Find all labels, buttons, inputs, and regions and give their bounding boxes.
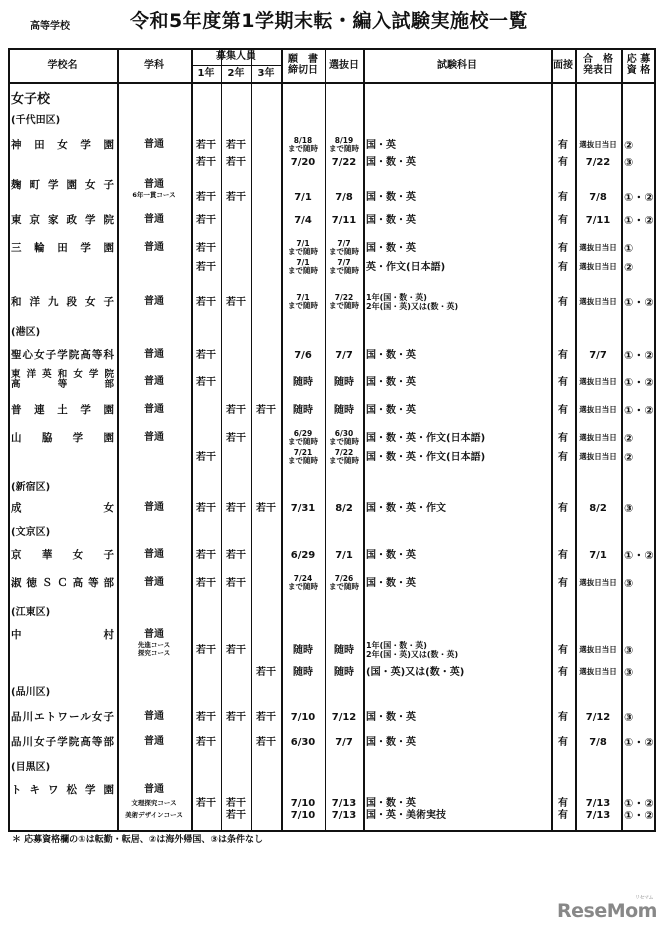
table-row [0,501,668,515]
cell-subjects: 国・数・英 [366,711,416,723]
cell-interview: 有 [558,376,568,388]
table-row [0,155,668,169]
table-row [0,735,668,749]
cell-y2: 若干 [226,139,246,151]
cell-announce: 7/11 [585,214,611,226]
cell-selection: 7/12 [331,711,357,723]
cell-y1: 若干 [196,214,216,226]
school-name: 麹町学園女子 [11,179,114,191]
cell-y2: 若干 [226,156,246,168]
cell-interview: 有 [558,214,568,226]
department [117,736,191,748]
col-header-deadline: 願 書 締切日 [288,54,318,76]
table-row [0,710,668,724]
cell-selection: 7/8 [335,191,353,203]
cell-announce: 7/8 [589,736,607,748]
department-name: 普通 [144,404,164,415]
table-row [0,295,668,309]
school-name: 品川女子学院高等部 [11,736,114,748]
department [117,549,191,561]
cell-selection: 7/7 [335,349,353,361]
department-name: 普通 [144,502,164,513]
cell-deadline: 6/29 まで随時 [288,429,318,446]
cell-eligibility: ①・② [624,348,654,362]
cell-selection: 7/7 [335,736,353,748]
department-name: 普通 [144,784,164,795]
table-row [0,783,668,797]
cell-subjects: 国・数・英 [366,214,416,226]
cell-interview: 有 [558,736,568,748]
department [117,376,191,388]
cell-eligibility: ③ [624,710,634,724]
cell-deadline: 7/31 [290,502,316,514]
cell-subjects: 国・数・英 [366,736,416,748]
school-name: 東京家政学院 [11,214,114,226]
cell-eligibility: ③ [624,155,634,169]
cell-y1: 若干 [196,549,216,561]
cell-eligibility: ①・② [624,735,654,749]
col-header-school: 学校名 [47,59,78,71]
ward-section [0,478,668,492]
cell-y3: 若干 [256,404,276,416]
col-header-year1: 1年 [197,68,215,79]
cell-announce: 選抜日当日 [579,645,617,654]
cell-selection: 7/22 まで随時 [329,293,359,310]
cell-selection: 7/13 [331,797,357,809]
cell-y1: 若干 [196,139,216,151]
cell-eligibility: ② [624,450,634,464]
table-row [0,665,668,679]
department [117,242,191,254]
cell-announce: 7/1 [589,549,607,561]
department-name: 普通 [144,432,164,443]
department-name: 普通 [144,214,164,225]
cell-y3: 若干 [256,711,276,723]
cell-interview: 有 [558,451,568,463]
cell-eligibility: ② [624,260,634,274]
footnote: ＊ 応募資格欄の①は転勤・転居、②は海外帰国、③は条件なし [12,835,263,845]
ward-label: (江東区) [11,607,51,618]
cell-announce: 8/2 [589,502,607,514]
cell-y1: 若干 [196,349,216,361]
ward-section [0,111,668,125]
category-label: 女子校 [11,92,51,107]
cell-deadline: 随時 [293,404,313,416]
table-row [0,548,668,562]
cell-y1: 若干 [196,502,216,514]
course-name: 美術デザインコース [125,811,183,819]
cell-subjects: 国・数・英 [366,156,416,168]
ward-label: (文京区) [11,527,51,538]
table-row [0,450,668,464]
school-name: 普連土学園 [11,404,114,416]
ward-section [0,323,668,337]
department-name: 普通 [144,376,164,387]
cell-selection: 7/22 [331,156,357,168]
cell-y1: 若干 [196,242,216,254]
school-name: 京華女子 [11,549,114,561]
cell-announce: 選抜日当日 [579,578,617,587]
cell-deadline: 7/1 まで随時 [288,293,318,310]
cell-eligibility: ①・② [624,295,654,309]
col-header-dept: 学科 [144,59,164,71]
department [117,811,191,819]
department [117,629,191,657]
table-row [0,431,668,445]
cell-y1: 若干 [196,261,216,273]
cell-interview: 有 [558,644,568,656]
cell-interview: 有 [558,432,568,444]
ward-label: (新宿区) [11,482,51,493]
school-type-label: 高等学校 [30,21,70,32]
school-name: トキワ松学園 [11,784,114,796]
cell-deadline: 7/1 まで随時 [288,239,318,256]
cell-subjects: 国・数・英 [366,404,416,416]
department-name: 普通 [144,577,164,588]
school-name: 神田女学園 [11,139,114,151]
cell-eligibility: ①・② [624,548,654,562]
table-row [0,213,668,227]
cell-subjects: 1年(国・数・英) 2年(国・英)又は(数・英) [366,641,459,659]
cell-interview: 有 [558,502,568,514]
col-header-year3: 3年 [257,68,275,79]
school-name: 山脇学園 [11,432,114,444]
cell-selection: 7/7 まで随時 [329,258,359,275]
school-name: 品川エトワール女子 [11,711,114,723]
ward-section [0,758,668,772]
cell-announce: 選抜日当日 [579,140,617,149]
cell-y2: 若干 [226,809,246,821]
cell-deadline: 7/10 [290,711,316,723]
table-row [0,348,668,362]
cell-subjects: 国・英 [366,139,396,151]
table-row [0,241,668,255]
cell-deadline: 6/29 [290,549,316,561]
resemom-logo [557,895,657,922]
school-name: 成女 [11,502,114,514]
cell-y1: 若干 [196,191,216,203]
cell-y2: 若干 [226,432,246,444]
department [117,214,191,226]
cell-deadline: 6/30 [290,736,316,748]
department [117,577,191,589]
cell-subjects: 国・数・英・作文(日本語) [366,432,486,444]
cell-subjects: 国・数・英 [366,577,416,589]
cell-y1: 若干 [196,376,216,388]
cell-eligibility: ①・② [624,403,654,417]
cell-eligibility: ①・② [624,808,654,822]
cell-subjects: 国・数・英・作文(日本語) [366,451,486,463]
cell-deadline: 7/10 [290,797,316,809]
cell-interview: 有 [558,261,568,273]
course-name: 先進コース 探究コース [137,641,171,657]
cell-y2: 若干 [226,502,246,514]
department-name: 普通 [144,629,164,640]
school-name: 東洋英和女学院 高等部 [11,369,114,390]
ward-label: (品川区) [11,687,51,698]
school-name: 中村 [11,629,114,641]
cell-deadline: 8/18 まで随時 [288,136,318,153]
cell-deadline: 7/10 [290,809,316,821]
table-row [0,179,668,204]
department [117,784,191,796]
cell-eligibility: ③ [624,643,634,657]
department-name: 普通 [144,242,164,253]
cell-subjects: 国・数・英 [366,242,416,254]
cell-subjects: 国・数・英 [366,797,416,809]
department-name: 普通 [144,349,164,360]
department-name: 普通 [144,711,164,722]
ward-label: (千代田区) [11,115,61,126]
cell-selection: 7/11 [331,214,357,226]
cell-eligibility: ①・② [624,375,654,389]
cell-y2: 若干 [226,549,246,561]
cell-deadline: 7/4 [294,214,312,226]
school-name: 聖心女子学院高等科 [11,349,114,361]
cell-deadline: 随時 [293,376,313,388]
cell-y1: 若干 [196,451,216,463]
cell-y1: 若干 [196,711,216,723]
cell-announce: 7/7 [589,349,607,361]
cell-subjects: 国・数・英 [366,191,416,203]
cell-deadline: 随時 [293,666,313,678]
cell-y3: 若干 [256,666,276,678]
department [117,139,191,151]
cell-subjects: 国・数・英 [366,349,416,361]
cell-selection: 随時 [334,376,354,388]
row-divider [8,82,656,84]
cell-y2: 若干 [226,711,246,723]
cell-y2: 若干 [226,644,246,656]
cell-deadline: 7/24 まで随時 [288,574,318,591]
cell-y1: 若干 [196,156,216,168]
cell-announce: 7/13 [585,809,611,821]
cell-y1: 若干 [196,644,216,656]
course-name: 文理探究コース [131,799,177,807]
cell-y1: 若干 [196,296,216,308]
cell-eligibility: ③ [624,665,634,679]
logo-text: ReseMom [557,900,657,922]
course-name: 6年一貫コース [132,191,176,199]
col-header-interview: 面接 [553,59,573,71]
table-row [0,369,668,390]
cell-announce: 選抜日当日 [579,377,617,386]
department-name: 普通 [144,549,164,560]
table-row [0,403,668,417]
cell-announce: 選抜日当日 [579,433,617,442]
cell-deadline: 7/21 まで随時 [288,448,318,465]
department-name: 普通 [144,296,164,307]
table-row [0,138,668,152]
cell-interview: 有 [558,156,568,168]
cell-interview: 有 [558,139,568,151]
cell-interview: 有 [558,191,568,203]
department [117,296,191,308]
page-title: 令和5年度第1学期末転・編入試験実施校一覧 [130,10,528,32]
col-header-announce: 合 格 発表日 [583,54,613,76]
department [117,432,191,444]
cell-selection: 7/13 [331,809,357,821]
cell-subjects: (国・英)又は(数・英) [366,666,465,678]
table-row [0,629,668,659]
cell-selection: 随時 [334,404,354,416]
cell-selection: 8/19 まで随時 [329,136,359,153]
cell-subjects: 1年(国・数・英) 2年(国・英)又は(数・英) [366,293,459,311]
cell-eligibility: ③ [624,576,634,590]
cell-y2: 若干 [226,404,246,416]
cell-interview: 有 [558,242,568,254]
cell-y2: 若干 [226,296,246,308]
cell-announce: 7/13 [585,797,611,809]
col-header-eligibility: 応 募 資 格 [626,54,651,76]
cell-eligibility: ③ [624,501,634,515]
cell-deadline: 7/20 [290,156,316,168]
col-header-subjects: 試験科目 [437,59,477,71]
cell-announce: 選抜日当日 [579,405,617,414]
cell-eligibility: ② [624,138,634,152]
ward-label: (港区) [11,327,41,338]
cell-selection: 7/1 [335,549,353,561]
cell-announce: 選抜日当日 [579,297,617,306]
cell-deadline: 7/1 まで随時 [288,258,318,275]
cell-selection: 随時 [334,644,354,656]
cell-announce: 選抜日当日 [579,243,617,252]
department [117,711,191,723]
cell-y3: 若干 [256,736,276,748]
cell-y2: 若干 [226,797,246,809]
cell-y1: 若干 [196,797,216,809]
department [117,404,191,416]
table-row [0,260,668,274]
cell-subjects: 国・英・美術実技 [366,809,446,821]
ward-section [0,523,668,537]
cell-selection: 8/2 [335,502,353,514]
table-row [0,808,668,822]
department [117,179,191,199]
cell-subjects: 国・数・英・作文 [366,502,446,514]
category-heading [0,88,668,107]
cell-y1: 若干 [196,577,216,589]
cell-announce: 7/12 [585,711,611,723]
cell-selection: 随時 [334,666,354,678]
cell-announce: 選抜日当日 [579,262,617,271]
cell-deadline: 随時 [293,644,313,656]
cell-subjects: 英・作文(日本語) [366,261,446,273]
school-name: 三輪田学園 [11,242,114,254]
cell-interview: 有 [558,296,568,308]
cell-y2: 若干 [226,191,246,203]
cell-eligibility: ①・② [624,796,654,810]
col-header-recruit: 募集人員 [216,51,256,62]
department [117,502,191,514]
cell-selection: 6/30 まで随時 [329,429,359,446]
school-name: 淑徳ＳＣ高等部 [11,577,114,589]
table-row [0,576,668,590]
cell-deadline: 7/6 [294,349,312,361]
cell-announce: 選抜日当日 [579,667,617,676]
cell-subjects: 国・数・英 [366,549,416,561]
cell-interview: 有 [558,711,568,723]
cell-eligibility: ①・② [624,190,654,204]
department-name: 普通 [144,179,164,190]
ward-section [0,603,668,617]
cell-interview: 有 [558,549,568,561]
cell-interview: 有 [558,809,568,821]
cell-selection: 7/7 まで随時 [329,239,359,256]
cell-announce: 選抜日当日 [579,452,617,461]
school-name: 和洋九段女子 [11,296,114,308]
logo-kana: リセマム [635,895,653,901]
cell-y1: 若干 [196,736,216,748]
ward-section [0,683,668,697]
cell-interview: 有 [558,666,568,678]
department-name: 普通 [144,139,164,150]
cell-y3: 若干 [256,502,276,514]
cell-announce: 7/8 [589,191,607,203]
department [117,349,191,361]
cell-eligibility: ② [624,431,634,445]
cell-interview: 有 [558,404,568,416]
col-header-year2: 2年 [227,68,245,79]
department-name: 普通 [144,736,164,747]
department [117,799,191,807]
cell-announce: 7/22 [585,156,611,168]
cell-eligibility: ①・② [624,213,654,227]
cell-selection: 7/22 まで随時 [329,448,359,465]
ward-label: (目黒区) [11,762,51,773]
cell-y2: 若干 [226,577,246,589]
cell-interview: 有 [558,577,568,589]
cell-selection: 7/26 まで随時 [329,574,359,591]
cell-eligibility: ① [624,241,634,255]
cell-deadline: 7/1 [294,191,312,203]
cell-interview: 有 [558,349,568,361]
cell-interview: 有 [558,797,568,809]
col-header-selection: 選抜日 [329,59,359,71]
cell-subjects: 国・数・英 [366,376,416,388]
